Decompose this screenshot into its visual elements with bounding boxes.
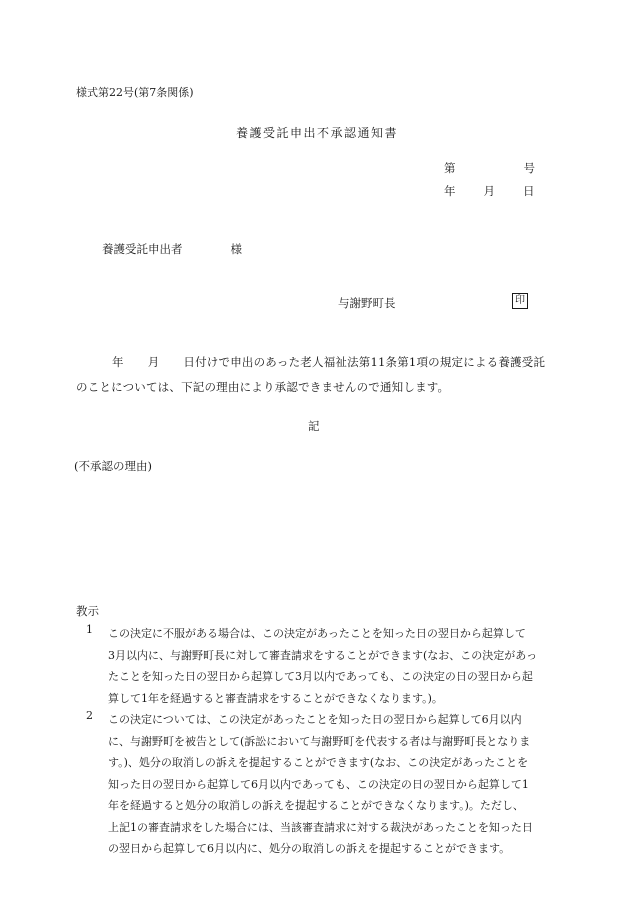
date-month: 月 bbox=[483, 184, 495, 198]
notice-line: この決定については、この決定があったことを知った日の翌日から起算して6月以内 bbox=[108, 713, 522, 726]
notice-line: に、与謝野町を被告として(訴訟において与謝野町を代表する者は与謝野町長となりま bbox=[108, 734, 531, 748]
notice-line: す。)、処分の取消しの訴えを提起することができます(なお、この決定があったことを bbox=[108, 756, 529, 769]
reason-label: (不承認の理由) bbox=[74, 459, 152, 473]
date-year: 年 bbox=[444, 184, 456, 198]
sender-title: 与謝野町長 bbox=[338, 296, 396, 310]
body-month: 月 bbox=[147, 355, 160, 369]
notice-item-text bbox=[108, 623, 568, 709]
form-number: 様式第22号(第7条関係) bbox=[76, 86, 194, 99]
number-suffix: 号 bbox=[523, 161, 535, 175]
notice-item-number: 1 bbox=[86, 623, 93, 636]
notice-item-number: 2 bbox=[86, 709, 93, 722]
recipient bbox=[102, 241, 242, 257]
number-prefix: 第 bbox=[444, 161, 456, 175]
recipient-label: 養護受託申出者 bbox=[102, 242, 183, 256]
body-year: 年 bbox=[112, 355, 124, 369]
body-line1-text: 日付けで申出のあった老人福祉法第11条第1項の規定による養護受託 bbox=[183, 355, 546, 369]
notice-line: この決定に不服がある場合は、この決定があったことを知った日の翌日から起算して bbox=[108, 627, 526, 640]
notice-line: 算して1年を経過すると審査請求をすることができなくなります。)。 bbox=[108, 691, 443, 705]
notice-line: たことを知った日の翌日から起算して3月以内であっても、この決定の日の翌日から起 bbox=[108, 670, 533, 683]
body-line-1 bbox=[112, 354, 545, 370]
date-day: 日 bbox=[523, 184, 535, 198]
notice-line: 知った日の翌日から起算して6月以内であっても、この決定の日の翌日から起算して1 bbox=[108, 777, 529, 791]
seal-mark: 印 bbox=[512, 293, 528, 309]
ki-heading: 記 bbox=[308, 419, 320, 433]
notice-line: の翌日から起算して6月以内に、処分の取消しの訴えを提起することができます。 bbox=[108, 842, 511, 855]
recipient-honorific: 様 bbox=[230, 242, 242, 256]
document-title: 養護受託申出不承認通知書 bbox=[236, 126, 399, 140]
notice-line: 上記1の審査請求をした場合には、当該審査請求に対する裁決があったことを知った日 bbox=[108, 820, 533, 834]
body-line-2: のことについては、下記の理由により承認できませんので通知します。 bbox=[76, 380, 450, 394]
notice-line: 3月以内に、与謝野町長に対して審査請求をすることができます(なお、この決定があっ bbox=[108, 648, 538, 662]
notice-heading: 教示 bbox=[76, 604, 99, 618]
notice-item-text bbox=[108, 709, 568, 860]
document-date-line bbox=[444, 183, 535, 199]
document-number-line bbox=[444, 160, 535, 176]
notice-line: 年を経過すると処分の取消しの訴えを提起することができなくなります。)。ただし、 bbox=[108, 799, 524, 812]
